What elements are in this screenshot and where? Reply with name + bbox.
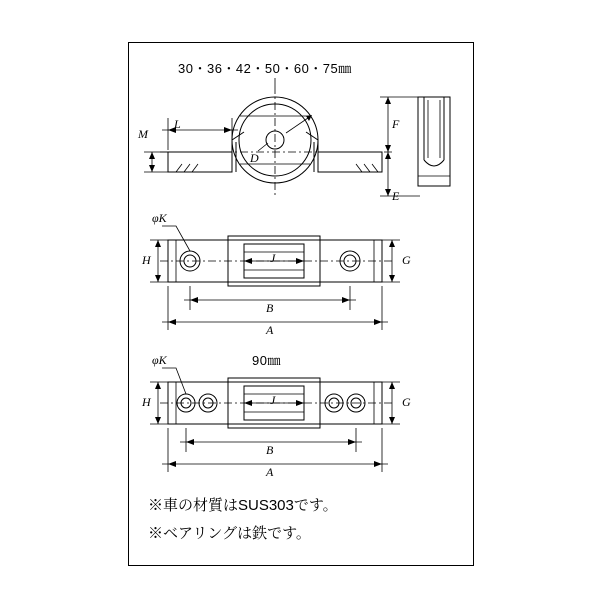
label-a-bottom: A [266,465,274,479]
label-b-bottom: B [266,443,274,457]
section-view-geometry [144,78,450,196]
label-f: F [392,117,400,131]
plan-view-90mm-geometry [150,368,400,472]
label-b-top: B [266,301,274,315]
label-e: E [392,189,400,203]
label-g-bottom: G [402,395,411,409]
title-bottom-size: 90㎜ [252,353,281,368]
label-h-bottom: H [142,395,151,409]
label-d: D [250,151,259,165]
label-phi-k-bottom: φK [152,353,167,367]
note-material: ※車の材質はSUS303です。 [148,497,338,514]
label-a-top: A [266,323,274,337]
label-phi-k-top: φK [152,211,167,225]
label-l: L [174,117,181,131]
label-g-top: G [402,253,411,267]
label-m: M [138,127,148,141]
plan-view-standard-geometry [150,226,400,330]
label-h-top: H [142,253,151,267]
title-top-sizes: 30・36・42・50・60・75㎜ [178,61,352,76]
label-j-top: J [270,251,276,265]
label-j-bottom: J [270,393,276,407]
note-bearing: ※ベアリングは鉄です。 [148,525,311,542]
